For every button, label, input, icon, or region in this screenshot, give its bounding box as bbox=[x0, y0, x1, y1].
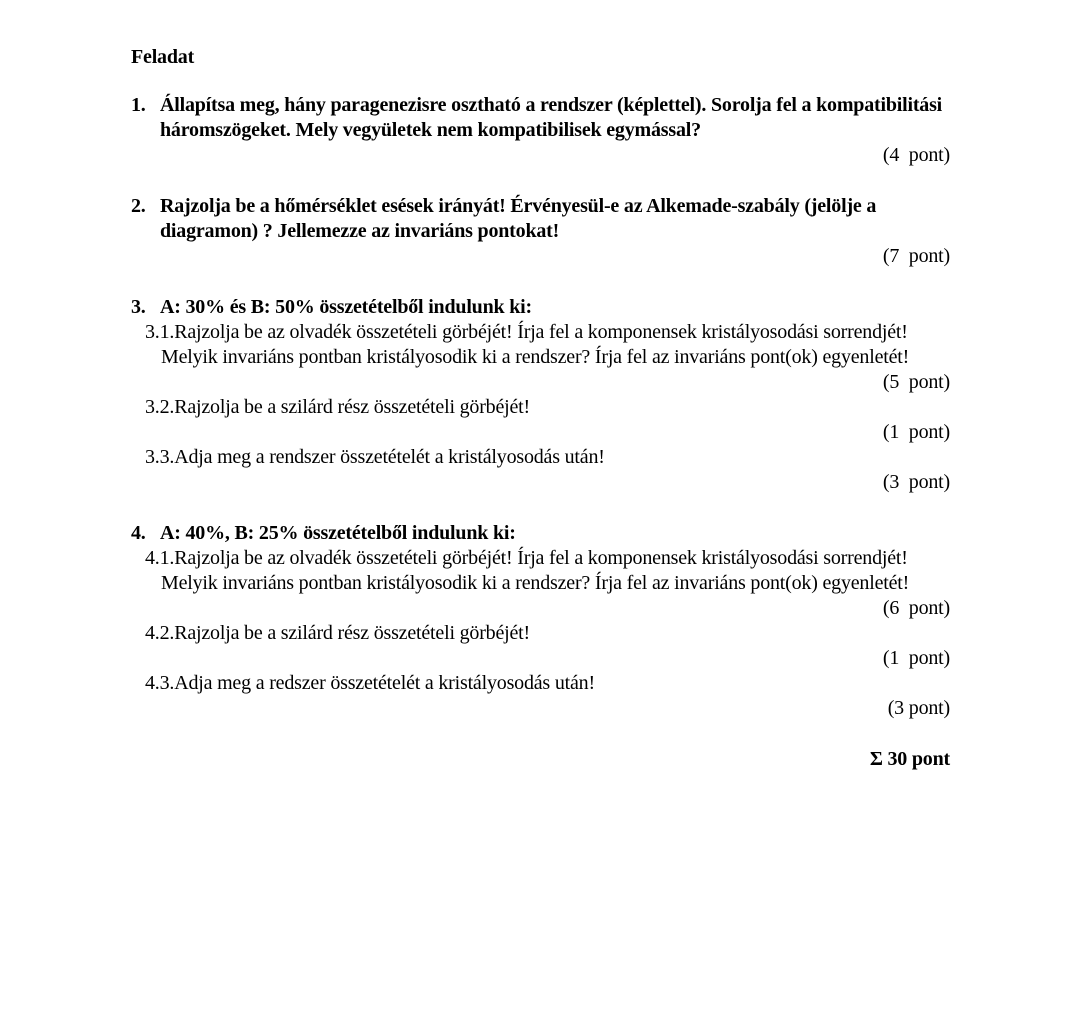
subtask-4-3-number: 4.3. bbox=[145, 672, 175, 694]
subtask-4-3-points: (3 pont) bbox=[887, 697, 950, 719]
subtask-3-1-points: (5 pont) bbox=[882, 371, 950, 393]
subtask-3-2-number: 3.2. bbox=[145, 396, 175, 418]
task-4 bbox=[131, 521, 950, 721]
subtask-3-2 bbox=[145, 395, 950, 445]
subtask-3-2-points: (1 pont) bbox=[882, 421, 950, 443]
subtask-3-3-points: (3 pont) bbox=[882, 471, 950, 493]
task-2-text: Rajzolja be a hőmérséklet esések irányát! Érvényesül-e az Alkemade-szabály (jelölje a diagramon) ? Jellemezze az invariáns pontokat! bbox=[160, 195, 877, 242]
subtask-3-3-text: Adja meg a rendszer összetételét a kristályosodás után! bbox=[174, 446, 605, 468]
subtask-3-1-text: Rajzolja be az olvadék összetételi görbéjét! Írja fel a komponensek kristályosodási sorrendjét! Melyik invariáns pontban kristályosodik ki a rendszer? Írja fel az invariáns pont(ok) egyenletét! bbox=[161, 321, 910, 368]
subtask-4-3-line bbox=[145, 671, 950, 696]
subtask-3-3 bbox=[145, 445, 950, 495]
task-1 bbox=[131, 93, 950, 168]
subtask-4-3 bbox=[145, 671, 950, 721]
task-2-row bbox=[131, 194, 950, 244]
subtask-3-2-text: Rajzolja be a szilárd rész összetételi görbéjét! bbox=[174, 396, 530, 418]
task-3 bbox=[131, 295, 950, 495]
page-title: Feladat bbox=[131, 46, 195, 68]
task-2-points: (7 pont) bbox=[882, 245, 950, 267]
task-1-number: 1. bbox=[131, 94, 146, 116]
task-4-heading: A: 40%, B: 25% összetételből indulunk ki: bbox=[160, 522, 516, 544]
subtask-4-1-number: 4.1. bbox=[145, 547, 175, 569]
subtask-4-1-points: (6 pont) bbox=[882, 597, 950, 619]
subtask-4-1-line bbox=[145, 546, 950, 596]
subtask-4-1-text: Rajzolja be az olvadék összetételi görbéjét! Írja fel a komponensek kristályosodási sorrendjét! Melyik invariáns pontban kristályosodik ki a rendszer? Írja fel az invariáns pont(ok) egyenletét! bbox=[161, 547, 910, 594]
subtask-3-3-number: 3.3. bbox=[145, 446, 175, 468]
subtask-4-2 bbox=[145, 621, 950, 671]
total-points: Σ 30 pont bbox=[869, 748, 950, 770]
task-3-heading: A: 30% és B: 50% összetételből indulunk ki: bbox=[160, 296, 532, 318]
task-2-number: 2. bbox=[131, 195, 146, 217]
subtask-4-2-text: Rajzolja be a szilárd rész összetételi görbéjét! bbox=[174, 622, 530, 644]
task-1-points: (4 pont) bbox=[882, 144, 950, 166]
subtask-4-3-text: Adja meg a redszer összetételét a kristályosodás után! bbox=[174, 672, 595, 694]
task-3-row bbox=[131, 295, 950, 320]
subtask-3-2-line bbox=[145, 395, 950, 420]
subtask-3-1-line bbox=[145, 320, 950, 370]
subtask-4-2-number: 4.2. bbox=[145, 622, 175, 644]
subtask-3-3-line bbox=[145, 445, 950, 470]
subtask-4-1 bbox=[145, 546, 950, 621]
subtask-4-2-points: (1 pont) bbox=[882, 647, 950, 669]
task-4-row bbox=[131, 521, 950, 546]
task-1-text: Állapítsa meg, hány paragenezisre osztható a rendszer (képlettel). Sorolja fel a kompatibilitási háromszögeket. Mely vegyületek nem kompatibilisek egymással? bbox=[160, 94, 943, 141]
subtask-3-1 bbox=[145, 320, 950, 395]
subtask-4-2-line bbox=[145, 621, 950, 646]
task-2 bbox=[131, 194, 950, 269]
subtask-3-1-number: 3.1. bbox=[145, 321, 175, 343]
task-1-row bbox=[131, 93, 950, 143]
task-3-number: 3. bbox=[131, 296, 146, 318]
task-4-number: 4. bbox=[131, 522, 146, 544]
